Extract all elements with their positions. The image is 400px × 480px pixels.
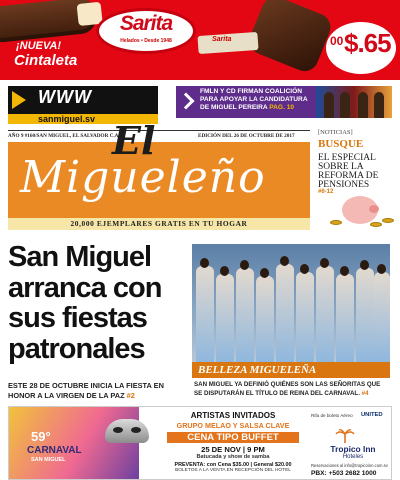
beauty-queens-photo[interactable] [192,244,390,362]
lead-headline[interactable]: San Miguel arranca con sus fiestas patronales [8,241,162,365]
new-label: ¡NUEVA! [16,40,62,52]
contestant-head [360,260,369,270]
circulation-tagline: 20,000 EJEMPLARES GRATIS EN TU HOGAR [70,219,248,228]
contestant-figure [296,272,314,362]
price-prefix: 00 [330,34,344,48]
sarita-ad-banner[interactable] [0,0,400,80]
contestant-figure [236,268,254,362]
photo-caption[interactable]: BELLEZA MIGUELEÑA [198,364,317,376]
ice-cream-bar-image [0,0,98,44]
issue-info: AÑO 9 #160/SAN MIGUEL, EL SALVADOR C.A. [8,133,120,139]
coin-icon [370,222,382,227]
sarita-tagline: Helados • Desde 1948 [120,38,172,44]
contestant-figure [356,268,374,362]
contestant-figure [316,266,334,362]
contestant-head [377,264,386,274]
coalition-teaser[interactable] [176,86,316,118]
chevron-right-icon [178,93,195,110]
contestant-figure [216,274,234,362]
notice-page-ref[interactable]: #6-12 [318,189,334,195]
notice-heading[interactable]: BUSQUE [318,138,364,150]
photo-story-text [194,381,390,399]
contestant-figure [336,274,354,362]
contestant-head [340,266,349,276]
person-figure [324,92,334,118]
person-figure [358,92,368,118]
edition-date: EDICIÓN DEL 26 DE OCTUBRE DE 2017 [198,133,295,139]
hotel-phone[interactable]: PBX: +503 2682 1000 [311,470,377,477]
notice-body[interactable]: EL ESPECIAL SOBRE LA REFORMA DE PENSIONES [318,153,379,190]
contestant-figure [374,272,390,362]
hotel-name: Tropico Inn [330,444,376,454]
dinner-label: CENA TIPO BUFFET [167,432,299,443]
carnaval-number: 59° [31,429,51,444]
contestant-figure [276,264,294,362]
contestant-figure [196,266,214,362]
carnaval-title: CARNAVAL [27,445,82,456]
carnival-mask-icon [105,419,149,443]
lead-deck [8,381,188,401]
ticket-prices: PREVENTA: con Cena $35.00 | General $20.00 [174,462,292,468]
hotel-type: Hoteles [342,454,364,460]
raffle-label: Rifa de boleto Aéreo [311,413,353,418]
teaser-photo[interactable] [316,86,392,118]
palm-logo-icon [335,429,355,443]
website-url: sanmiguel.sv [38,114,96,124]
person-figure [374,92,384,118]
divider [8,130,310,131]
photo-caption-bar [192,362,390,378]
artists-label: ARTISTAS INVITADOS [190,411,276,420]
photo-page-ref[interactable]: #4 [361,389,369,397]
hotel-contact[interactable]: Reservaciones al info@tropicoinn.com.sv [311,463,388,468]
stick-brand-label: Sarita [212,36,232,43]
contestant-head [300,264,309,274]
contestant-figure [256,276,274,362]
sarita-brand-name: Sarita [119,12,173,35]
event-details [157,411,309,473]
carnaval-graphic [9,407,139,480]
section-label: [NOTICIAS] [318,129,353,136]
circulation-bar [8,218,310,230]
artists-names: GRUPO MELAO Y SALSA CLAVE [176,421,290,430]
coin-icon [330,220,342,225]
contestant-head [220,266,229,276]
teaser-page-ref: PAG. 10 [269,104,295,111]
piggy-bank-icon [342,196,378,224]
contestant-head [260,268,269,278]
website-banner[interactable] [8,86,158,114]
airline-logo: UNITED [361,412,383,418]
carnaval-ad[interactable] [8,406,392,480]
contestant-head [200,258,209,268]
coin-icon [382,218,394,223]
event-date: 25 DE NOV | 9 PM [201,445,265,454]
sponsor-line [311,413,391,418]
teaser-headline: FMLN Y CD FIRMAN COALICIÓN PARA APOYAR LA CANDIDATURA DE MIGUEL PEREIRA [200,88,308,111]
carnaval-subtitle: SAN MIGUEL [31,457,66,463]
contestant-head [240,260,249,270]
masthead-article: El [112,118,156,163]
newspaper-title: Migueleño [20,152,266,203]
product-name: Cintaleta [14,52,78,69]
photo-story-body: SAN MIGUEL YA DEFINIÓ QUIÉNES SON LAS SEÑORITAS QUE SE DISPUTARÁN EL TÍTULO DE REINA DEL CARNAVAL. [194,381,381,397]
contestant-head [320,258,329,268]
event-program: Batucada y show de samba [196,454,270,460]
lead-deck-text: ESTE 28 DE OCTUBRE INICIA LA FIESTA EN HONOR A LA VIRGEN DE LA PAZ [8,381,164,400]
contestant-head [280,256,289,266]
ice-cream-bar-image [245,0,334,75]
price: $.65 [344,28,391,58]
lead-page-ref[interactable]: #2 [126,391,135,400]
person-figure [340,92,350,118]
box-office-note: BOLETOS A LA VENTA EN RECEPCIÓN DEL HOTEL [175,468,291,473]
www-label: WWW [38,87,92,107]
arrow-right-icon [12,91,26,109]
